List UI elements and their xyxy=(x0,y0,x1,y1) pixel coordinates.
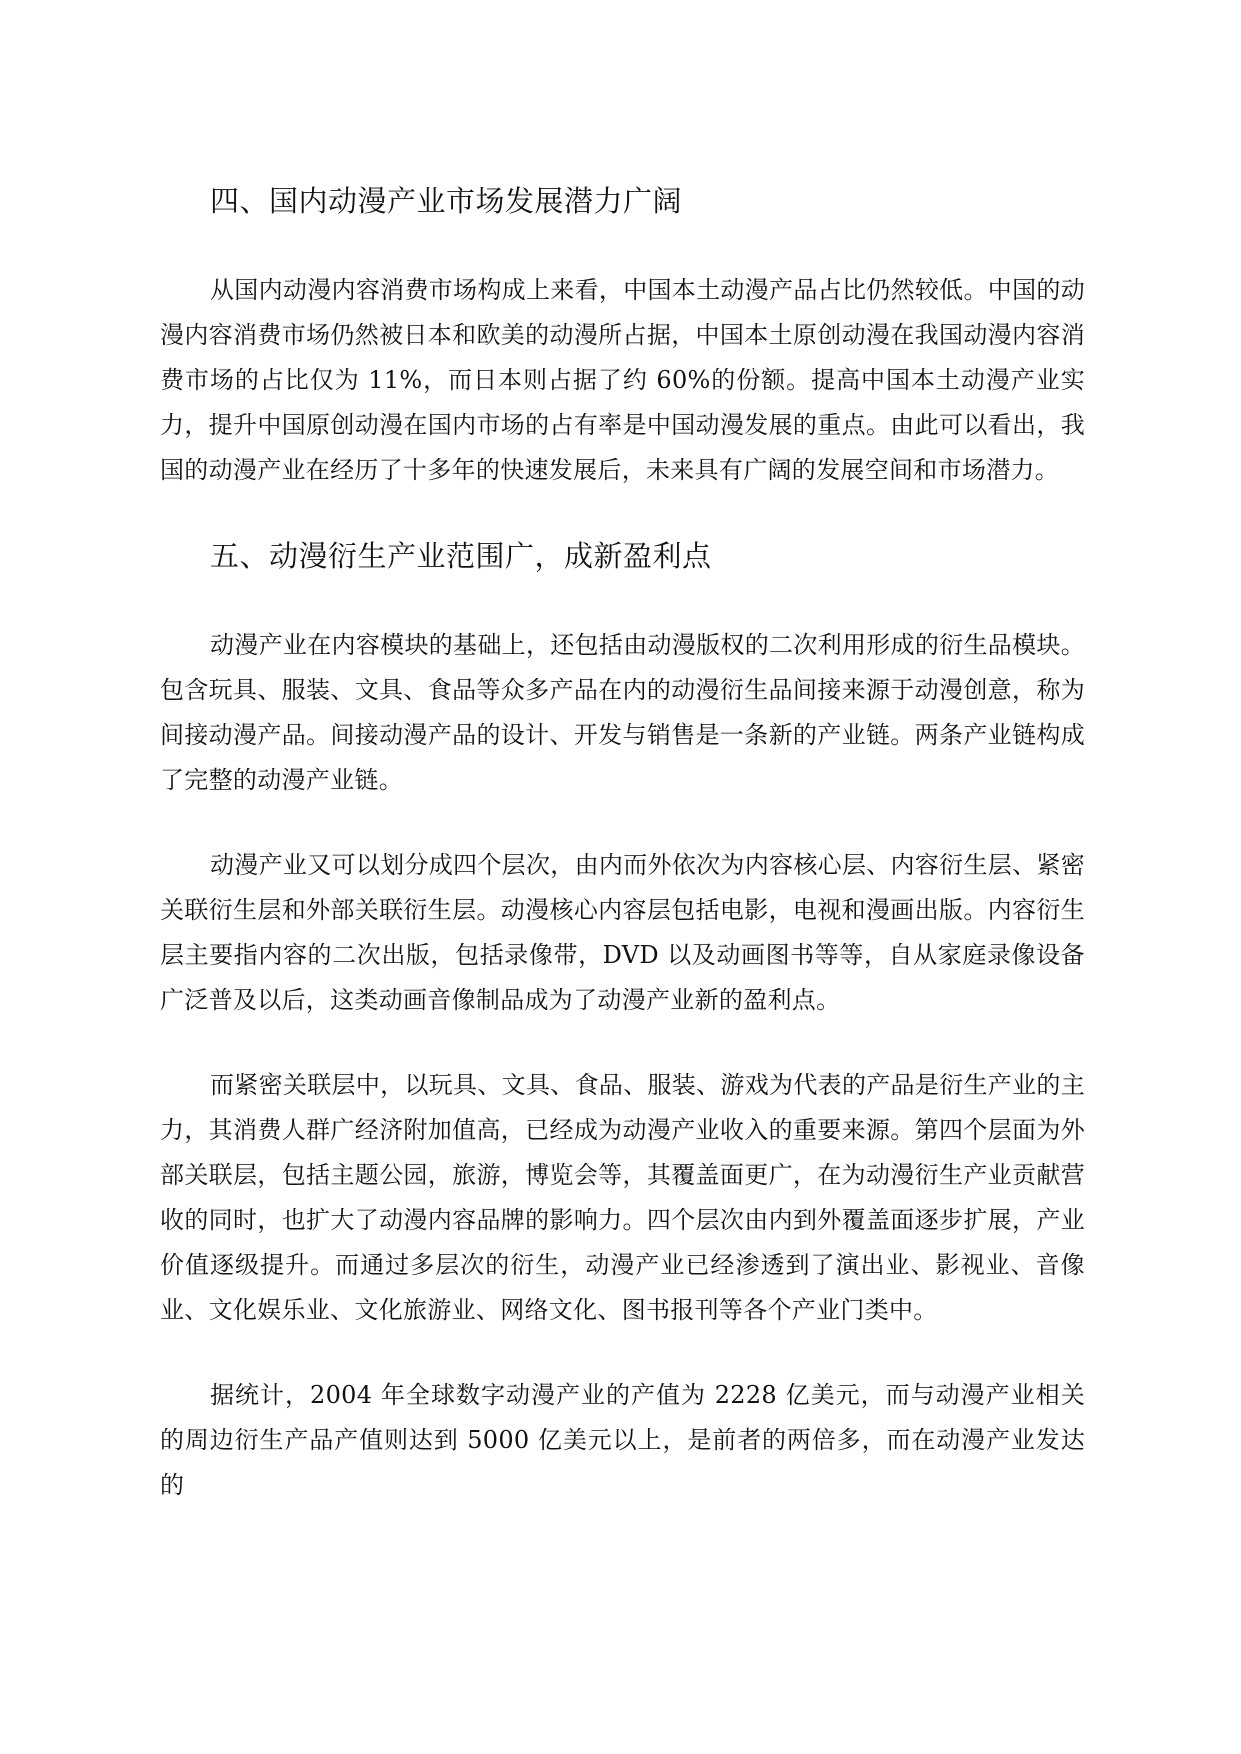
section-heading-4: 四、国内动漫产业市场发展潜力广阔 xyxy=(210,184,683,218)
page-content xyxy=(160,178,1085,1508)
paragraph: 动漫产业在内容模块的基础上，还包括由动漫版权的二次利用形成的衍生品模块。包含玩具、服装、文具、食品等众多产品在内的动漫衍生品间接来源于动漫创意，称为间接动漫产品。间接动漫产品的设计、开发与销售是一条新的产业链。两条产业链构成了完整的动漫产业链。 xyxy=(160,631,1085,794)
paragraph: 从国内动漫内容消费市场构成上来看，中国本土动漫产品占比仍然较低。中国的动漫内容消费市场仍然被日本和欧美的动漫所占据，中国本土原创动漫在我国动漫内容消费市场的占比仅为 11%，而日本则占据了约 60%的份额。提高中国本土动漫产业实力，提升中国原创动漫在国内市场的占有率是中国动漫发展的重点。由此可以看出，我国的动漫产业在经历了十多年的快速发展后，未来具有广阔的发展空间和市场潜力。 xyxy=(160,276,1085,484)
section-heading-5: 五、动漫衍生产业范围广，成新盈利点 xyxy=(210,539,712,573)
paragraph: 据统计，2004 年全球数字动漫产业的产值为 2228 亿美元，而与动漫产业相关的周边衍生产品产值则达到 5000 亿美元以上，是前者的两倍多，而在动漫产业发达的 xyxy=(160,1381,1085,1499)
paragraph: 动漫产业又可以划分成四个层次，由内而外依次为内容核心层、内容衍生层、紧密关联衍生层和外部关联衍生层。动漫核心内容层包括电影，电视和漫画出版。内容衍生层主要指内容的二次出版，包括录像带，DVD 以及动画图书等等，自从家庭录像设备广泛普及以后，这类动画音像制品成为了动漫产业新的盈利点。 xyxy=(160,851,1085,1014)
paragraph: 而紧密关联层中，以玩具、文具、食品、服装、游戏为代表的产品是衍生产业的主力，其消费人群广经济附加值高，已经成为动漫产业收入的重要来源。第四个层面为外部关联层，包括主题公园，旅游，博览会等，其覆盖面更广，在为动漫衍生产业贡献营收的同时，也扩大了动漫内容品牌的影响力。四个层次由内到外覆盖面逐步扩展，产业价值逐级提升。而通过多层次的衍生，动漫产业已经渗透到了演出业、影视业、音像业、文化娱乐业、文化旅游业、网络文化、图书报刊等各个产业门类中。 xyxy=(160,1071,1085,1324)
